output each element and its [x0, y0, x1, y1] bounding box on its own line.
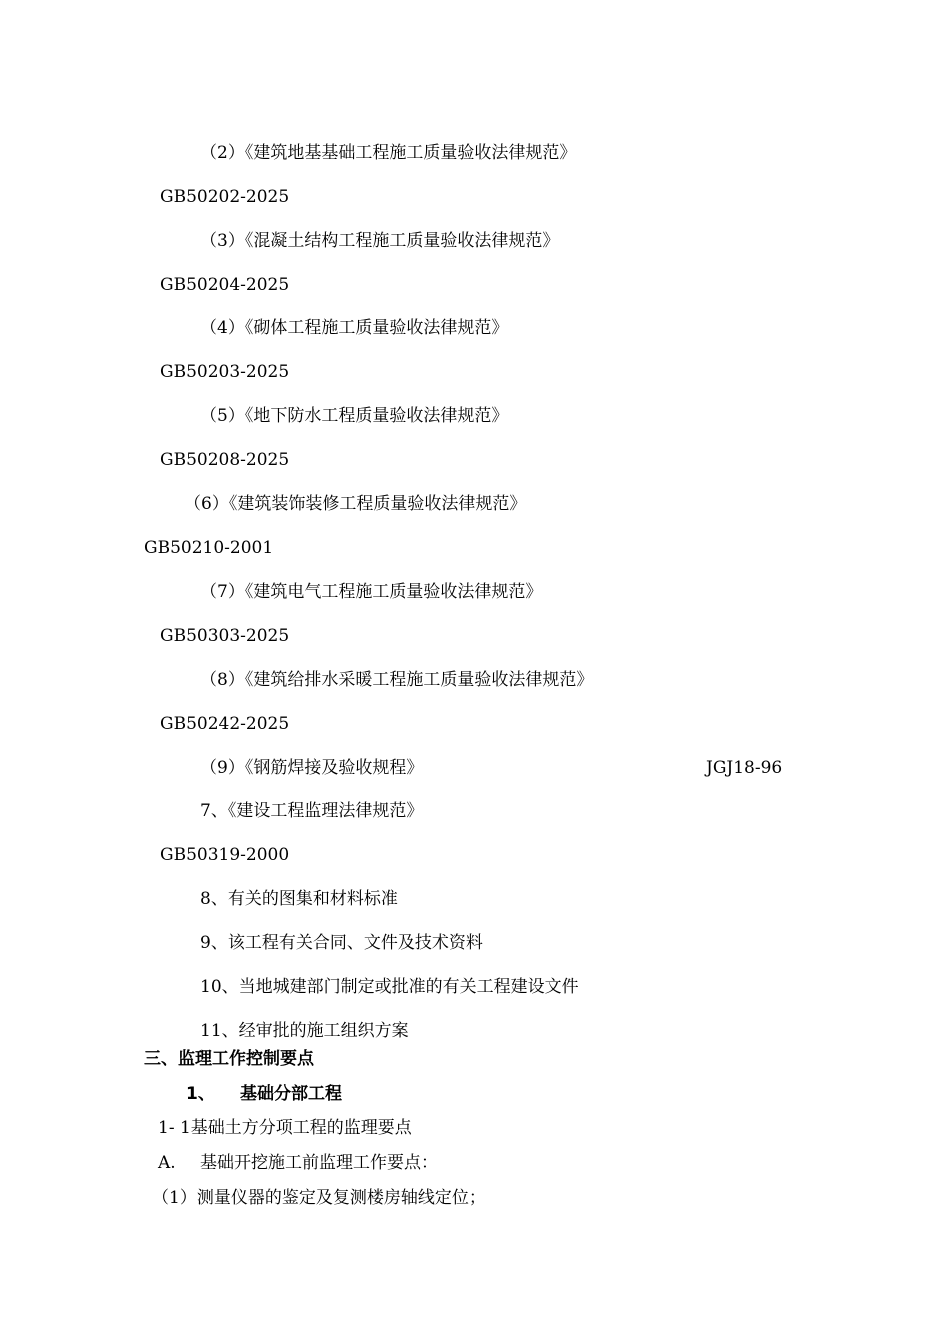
standard-code-5: GB50208-2025 — [160, 450, 290, 470]
standard-code-7: GB50303-2025 — [160, 626, 290, 646]
item-a-text: 基础开挖施工前监理工作要点： — [200, 1153, 438, 1173]
standard-code-3: GB50204-2025 — [160, 275, 290, 295]
standard-item-2: （2）《建筑地基基础工程施工质量验收法律规范》 — [200, 143, 577, 163]
standard-code-8: GB50242-2025 — [160, 714, 290, 734]
standard-item-5: （5）《地下防水工程质量验收法律规范》 — [200, 406, 509, 426]
item-1-text: （1）测量仪器的鉴定及复测楼房轴线定位； — [152, 1188, 486, 1208]
basis-item-11: 11、经审批的施工组织方案 — [200, 1021, 409, 1041]
standard-code-9: JGJ18-96 — [706, 758, 783, 778]
standard-code-6: GB50210-2001 — [144, 538, 274, 558]
basis-item-9: 9、该工程有关合同、文件及技术资料 — [200, 933, 483, 953]
standard-code-2: GB50202-2025 — [160, 187, 290, 207]
standard-item-8: （8）《建筑给排水采暖工程施工质量验收法律规范》 — [200, 670, 594, 690]
standard-item-9: （9）《钢筋焊接及验收规程》 — [200, 758, 424, 778]
item-a-marker: A. — [158, 1153, 176, 1173]
section-heading: 三、监理工作控制要点 — [144, 1049, 314, 1069]
subsection-title: 基础分部工程 — [240, 1084, 342, 1104]
subsection-number: 1、 — [186, 1084, 215, 1104]
basis-item-8: 8、有关的图集和材料标准 — [200, 889, 398, 909]
basis-code-7: GB50319-2000 — [160, 845, 290, 865]
basis-item-10: 10、当地城建部门制定或批准的有关工程建设文件 — [200, 977, 579, 997]
standard-item-6: （6）《建筑装饰装修工程质量验收法律规范》 — [184, 494, 527, 514]
standard-item-3: （3）《混凝土结构工程施工质量验收法律规范》 — [200, 231, 560, 251]
sub-item-title: 1- 1基础土方分项工程的监理要点 — [158, 1118, 412, 1138]
basis-item-7: 7、《建设工程监理法律规范》 — [200, 801, 424, 821]
standard-item-4: （4）《砌体工程施工质量验收法律规范》 — [200, 318, 509, 338]
standard-code-4: GB50203-2025 — [160, 362, 290, 382]
standard-item-7: （7）《建筑电气工程施工质量验收法律规范》 — [200, 582, 543, 602]
